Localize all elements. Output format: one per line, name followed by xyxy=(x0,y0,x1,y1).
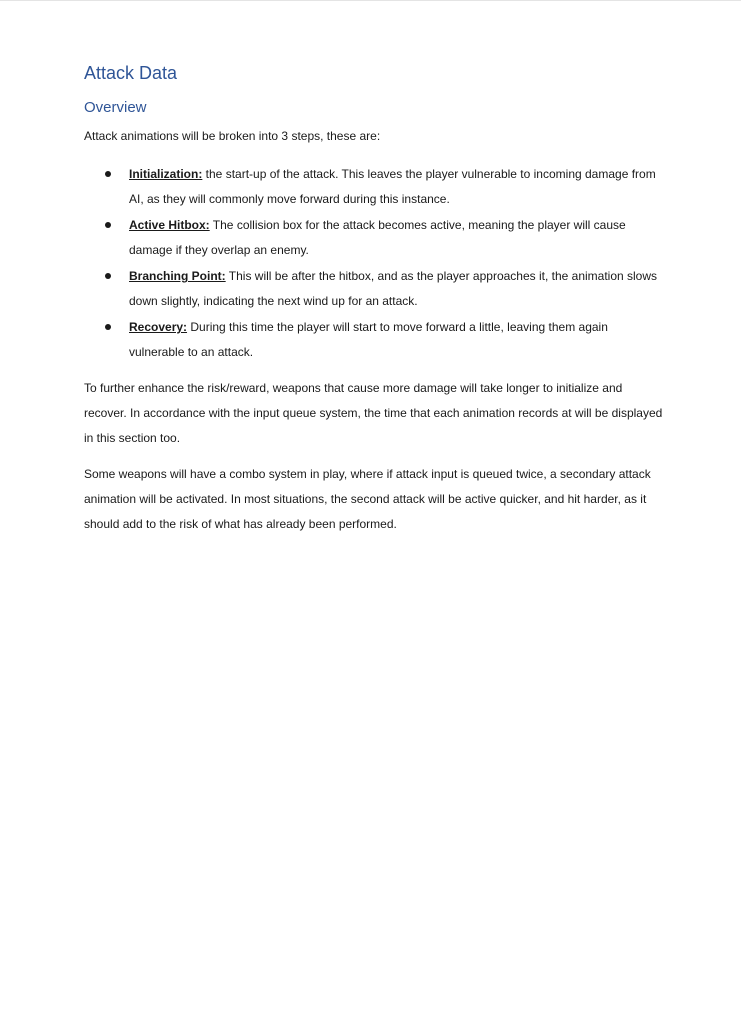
document-body xyxy=(84,61,664,537)
step-term: Initialization: xyxy=(129,167,203,181)
step-description: During this time the player will start to move forward a little, leaving them again vulnerable to an attack. xyxy=(129,320,608,359)
bullet-icon xyxy=(105,222,111,228)
step-term: Active Hitbox: xyxy=(129,218,210,232)
bullet-icon xyxy=(105,273,111,279)
heading-overview: Overview xyxy=(84,99,147,116)
bullet-icon xyxy=(105,171,111,177)
risk-reward-paragraph: To further enhance the risk/reward, weapons that cause more damage will take longer to initialize and recover. In accordance with the input queue system, the time that each animation records at will be displayed in this section too. xyxy=(84,381,663,445)
step-description: the start-up of the attack. This leaves the player vulnerable to incoming damage from AI, as they will commonly move forward during this instance. xyxy=(129,167,656,206)
list-item-recovery xyxy=(84,315,664,365)
bullet-icon xyxy=(105,324,111,330)
step-description: This will be after the hitbox, and as the player approaches it, the animation slows down slightly, indicating the next wind up for an attack. xyxy=(129,269,658,308)
attack-steps-list xyxy=(84,162,664,365)
combo-system-paragraph: Some weapons will have a combo system in play, where if attack input is queued twice, a secondary attack animation will be activated. In most situations, the second attack will be active quicker, and hit harder, as it should add to the risk of what has already been performed. xyxy=(84,467,651,531)
step-term: Recovery: xyxy=(129,320,188,334)
intro-paragraph: Attack animations will be broken into 3 steps, these are: xyxy=(84,129,381,143)
step-description: The collision box for the attack becomes active, meaning the player will cause damage if they overlap an enemy. xyxy=(129,218,626,257)
heading-attack-data: Attack Data xyxy=(84,63,178,83)
list-item-active-hitbox xyxy=(84,213,664,263)
list-item-branching-point xyxy=(84,264,664,314)
list-item-initialization xyxy=(84,162,664,212)
step-term: Branching Point: xyxy=(129,269,226,283)
